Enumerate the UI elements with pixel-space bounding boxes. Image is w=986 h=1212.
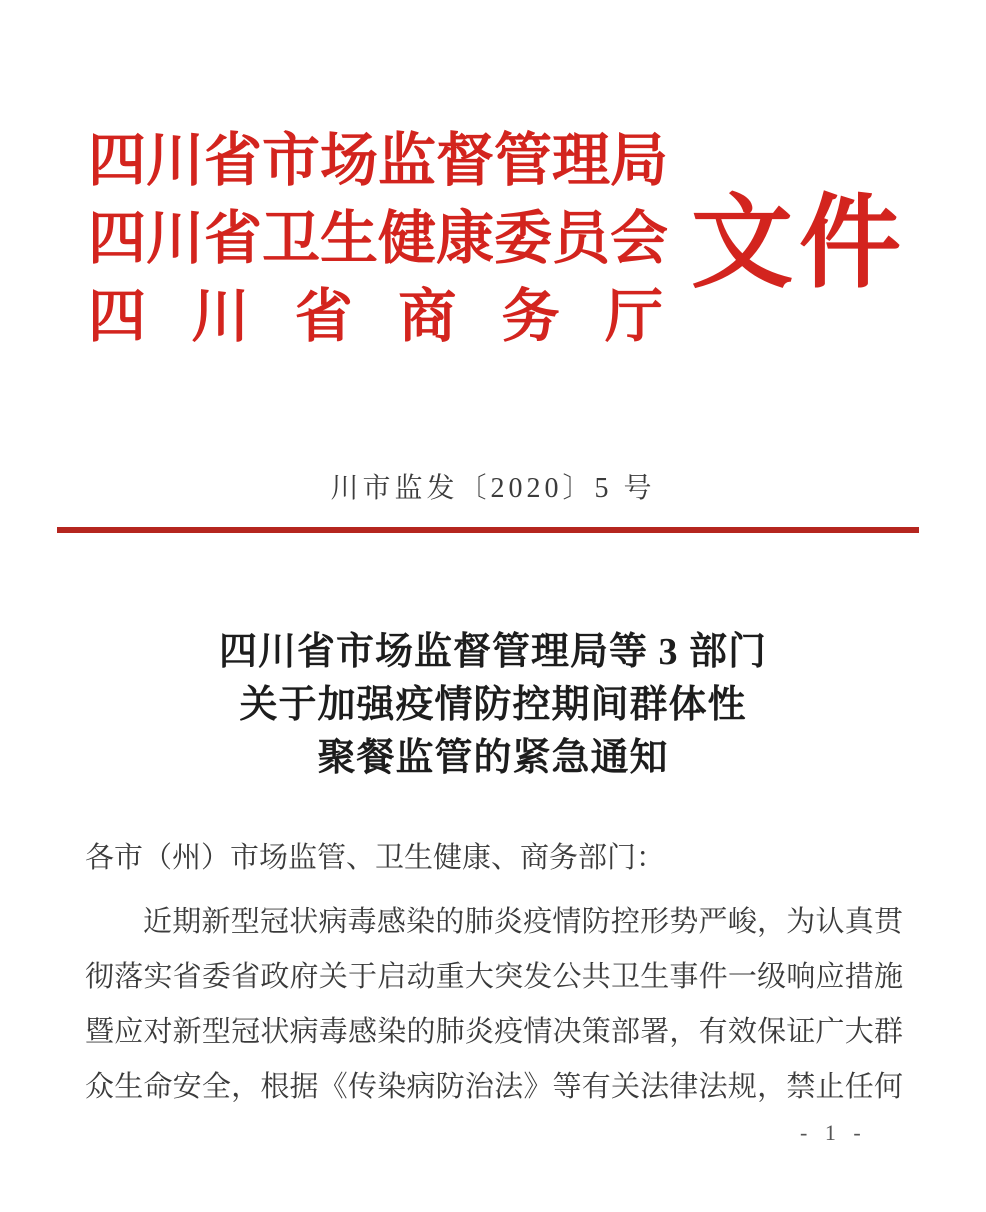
title-line-3: 聚餐监管的紧急通知 bbox=[317, 737, 669, 779]
salutation-line: 各市（州）市场监管、卫生健康、商务部门： bbox=[85, 842, 666, 874]
paragraph-line: 近期新型冠状病毒感染的肺炎疫情防控形势严峻，为认真贯 bbox=[143, 906, 903, 938]
letterhead-org-block bbox=[88, 122, 669, 356]
title-line-1: 四川省市场监督管理局等 3 部门 bbox=[218, 631, 767, 673]
page-number: - 1 - bbox=[800, 1120, 867, 1145]
document-body bbox=[85, 838, 903, 1115]
document-mark-wenjian: 文件 bbox=[691, 188, 907, 301]
paragraph-line: 众生命安全，根据《传染病防治法》等有关法律法规，禁止任何 bbox=[85, 1071, 903, 1103]
org-line-market-regulation: 四川省市场监督管理局 bbox=[88, 128, 669, 193]
red-divider-rule bbox=[57, 527, 919, 533]
org-line-health-commission: 四川省卫生健康委员会 bbox=[88, 206, 669, 271]
org-line-commerce-department: 四川省商务厅 bbox=[88, 284, 663, 349]
title-line-2: 关于加强疫情防控期间群体性 bbox=[239, 684, 747, 726]
letterhead bbox=[88, 122, 907, 356]
paragraph-line: 彻落实省委省政府关于启动重大突发公共卫生事件一级响应措施 bbox=[85, 961, 903, 993]
paragraph-line: 暨应对新型冠状病毒感染的肺炎疫情决策部署，有效保证广大群 bbox=[85, 1016, 903, 1048]
document-reference-number: 川市监发〔2020〕5 号 bbox=[330, 473, 656, 504]
document-title bbox=[0, 626, 986, 785]
